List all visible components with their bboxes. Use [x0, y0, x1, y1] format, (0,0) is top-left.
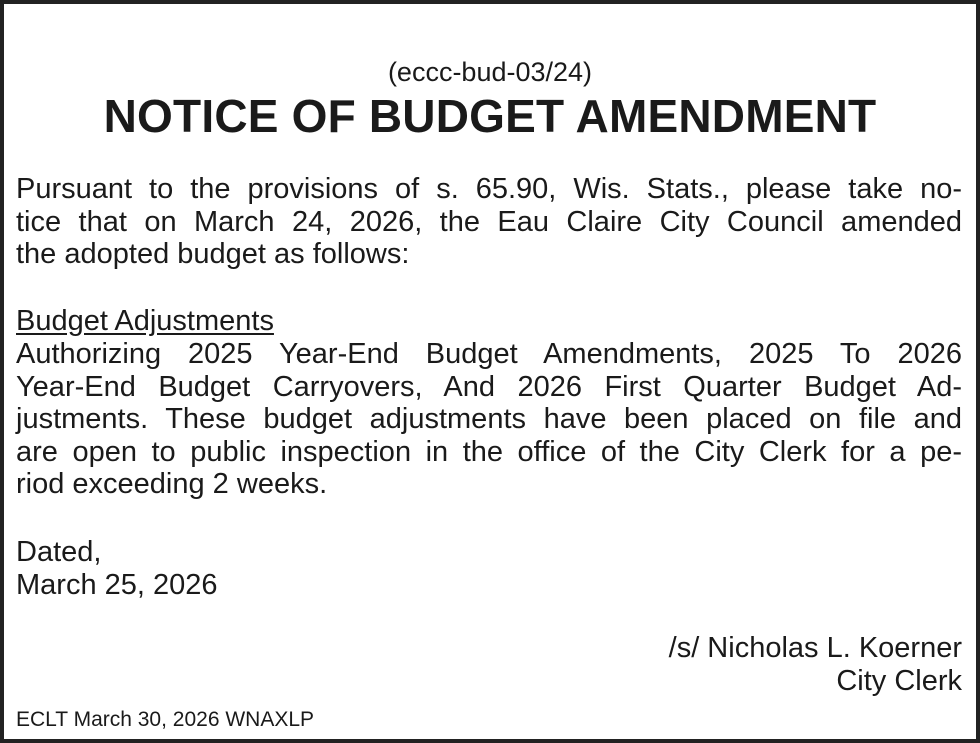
signature-block [669, 632, 962, 698]
intro-line: the adopted budget as follows: [16, 238, 410, 270]
dated-label: Dated, [16, 536, 102, 568]
adjustments-heading: Budget Adjustments [16, 305, 274, 337]
notice-title: NOTICE OF BUDGET AMENDMENT [103, 90, 877, 142]
intro-line: Pursuant to the provisions of s. 65.90, Wis. Stats., please take no- [16, 173, 962, 205]
publication-footer: ECLT March 30, 2026 WNAXLP [16, 708, 315, 731]
signer-title: City Clerk [836, 665, 962, 697]
notice-reference: (eccc-bud-03/24) [387, 57, 593, 87]
adjustments-line: riod exceeding 2 weeks. [16, 468, 328, 500]
adjustments-line: are open to public inspection in the office of the City Clerk for a pe- [16, 435, 962, 468]
adjustments-line: justments. These budget adjustments have been placed on file and [16, 403, 962, 435]
adjustments-line: Year-End Budget Carryovers, And 2026 First Quarter Budget Ad- [16, 370, 962, 403]
adjustments-paragraph [16, 338, 962, 501]
intro-paragraph [16, 173, 962, 271]
dated-block [16, 536, 218, 601]
adjustments-line: Authorizing 2025 Year-End Budget Amendments, 2025 To 2026 [16, 338, 962, 370]
intro-line: tice that on March 24, 2026, the Eau Claire City Council amended [16, 205, 962, 238]
dated-date: March 25, 2026 [16, 568, 218, 601]
signer-name: /s/ Nicholas L. Koerner [668, 632, 962, 664]
